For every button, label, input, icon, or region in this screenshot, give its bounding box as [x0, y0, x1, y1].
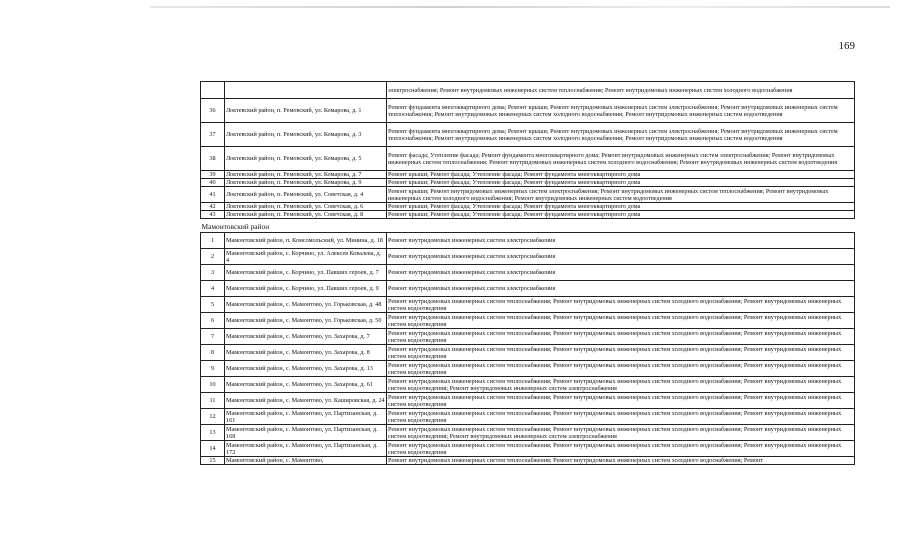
table-row: [201, 361, 855, 377]
table-row: [201, 249, 855, 265]
row-number: 36: [201, 99, 225, 123]
row-work: Ремонт внутридомовых инженерных систем электроснабжения: [387, 249, 855, 265]
row-number: 4: [201, 281, 225, 297]
table-row: [201, 425, 855, 441]
row-work: Ремонт внутридомовых инженерных систем теплоснабжения; Ремонт внутридомовых инженерных систем холодного водоснабжения; Ремонт внутридомовых инженерных систем водоотведения; Ремонт внутридомовых инженерных систем электроснабжения: [387, 425, 855, 441]
row-number: 39: [201, 171, 225, 179]
table-row: [201, 171, 855, 179]
table-row: [201, 393, 855, 409]
row-work: Ремонт внутридомовых инженерных систем теплоснабжения; Ремонт внутридомовых инженерных систем холодного водоснабжения; Ремонт внутридомовых инженерных систем водоотведения: [387, 313, 855, 329]
row-work: Ремонт крыши; Ремонт внутридомовых инженерных систем электроснабжения; Ремонт внутридомовых инженерных систем теплоснабжения; Ремонт внутридомовых инженерных систем холодного водоснабжения; Ремонт внутридомовых инженерных систем водоотведения: [387, 187, 855, 203]
row-work: Ремонт внутридомовых инженерных систем теплоснабжения; Ремонт внутридомовых инженерных систем холодного водоснабжения; Ремонт внутридомовых инженерных систем водоотведения: [387, 297, 855, 313]
row-work: Ремонт фундамента многоквартирного дома; Ремонт крыши; Ремонт внутридомовых инженерных систем электроснабжения; Ремонт внутридомовых инженерных систем теплоснабжения; Ремонт внутридомовых инженерных систем холодного водоснабжения; Ремонт внутридомовых инженерных систем водоотведения: [387, 123, 855, 147]
row-address: Локтевский район, п. Ремовский, ул. Комарова, д. 5: [225, 147, 387, 171]
row-address: Локтевский район, п. Ремовский, ул. Советская, д. 6: [225, 203, 387, 211]
row-address: Мамонтовский район, с. Мамонтово, ул. Захарова, д. 13: [225, 361, 387, 377]
table-row: [201, 345, 855, 361]
row-work: Ремонт внутридомовых инженерных систем теплоснабжения; Ремонт внутридомовых инженерных систем холодного водоснабжения; Ремонт внутридомовых инженерных систем водоотведения: [387, 361, 855, 377]
row-number: 5: [201, 297, 225, 313]
section-header-row: [201, 219, 855, 233]
row-number: 40: [201, 179, 225, 187]
table-row: [201, 123, 855, 147]
row-work: Ремонт внутридомовых инженерных систем теплоснабжения; Ремонт внутридомовых инженерных систем холодного водоснабжения; Ремонт внутридомовых инженерных систем водоотведения; Ремонт внутридомовых инженерных систем электроснабжения: [387, 377, 855, 393]
row-number: 43: [201, 211, 225, 219]
table-row: [201, 203, 855, 211]
table-row: [201, 409, 855, 425]
row-number: 9: [201, 361, 225, 377]
table-row: [201, 147, 855, 171]
page-number: 169: [838, 40, 855, 52]
row-address: Локтевский район, п. Ремовский, ул. Комарова, д. 3: [225, 123, 387, 147]
row-address: Мамонтовский район, с. Мамонтово, ул. Захарова, д. 61: [225, 377, 387, 393]
row-address: Мамонтовский район, с. Мамонтово, ул. Партизанская, д. 161: [225, 409, 387, 425]
row-number: 37: [201, 123, 225, 147]
row-work: Ремонт крыши; Ремонт фасада; Утепление фасада; Ремонт фундамента многоквартирного дома: [387, 211, 855, 219]
row-work: Ремонт крыши; Ремонт фасада; Утепление фасада; Ремонт фундамента многоквартирного дома: [387, 203, 855, 211]
row-number: [201, 82, 225, 99]
table-row: [201, 297, 855, 313]
table-row: [201, 99, 855, 123]
row-number: 6: [201, 313, 225, 329]
row-work: Ремонт внутридомовых инженерных систем электроснабжения: [387, 281, 855, 297]
row-number: 41: [201, 187, 225, 203]
row-work: Ремонт внутридомовых инженерных систем электроснабжения: [387, 233, 855, 249]
row-work: Ремонт внутридомовых инженерных систем теплоснабжения; Ремонт внутридомовых инженерных систем холодного водоснабжения; Ремонт внутридомовых инженерных систем водоотведения: [387, 409, 855, 425]
row-address: Мамонтовский район, п. Комсомольский, ул. Минина, д. 18: [225, 233, 387, 249]
table-body: [201, 82, 855, 465]
row-address: Локтевский район, п. Ремовский, ул. Комарова, д. 1: [225, 99, 387, 123]
row-address: Локтевский район, п. Ремовский, ул. Комарова, д. 9: [225, 179, 387, 187]
row-work: Ремонт внутридомовых инженерных систем теплоснабжения; Ремонт внутридомовых инженерных систем холодного водоснабжения; Ремонт внутридомовых инженерных систем водоотведения: [387, 345, 855, 361]
row-address: Мамонтовский район, с. Мамонтово, ул. Захарова, д. 7: [225, 329, 387, 345]
row-address: Мамонтовский район, с. Мамонтово, ул. Горьковская, д. 50: [225, 313, 387, 329]
table-row-continuation: [201, 82, 855, 99]
table-row: [201, 441, 855, 457]
row-number: 42: [201, 203, 225, 211]
table-row: [201, 329, 855, 345]
scan-artifact-line: [150, 6, 890, 8]
row-number: 13: [201, 425, 225, 441]
row-number: 1: [201, 233, 225, 249]
row-work: Ремонт фасада; Утепление фасада; Ремонт фундамента многоквартирного дома; Ремонт внутридомовых инженерных систем электроснабжения; Ремонт внутридомовых инженерных систем теплоснабжения; Ремонт внутридомовых инженерных систем холодного водоснабжения; Ремонт внутридомовых инженерных систем водоотведения: [387, 147, 855, 171]
row-work: Ремонт внутридомовых инженерных систем теплоснабжения; Ремонт внутридомовых инженерных систем холодного водоснабжения; Ремонт внутридомовых инженерных систем водоотведения: [387, 329, 855, 345]
row-address: Мамонтовский район, с. Мамонтово, ул. Кашировская, д. 24: [225, 393, 387, 409]
row-address: Локтевский район, п. Ремовский, ул. Комарова, д. 7: [225, 171, 387, 179]
row-work: Ремонт крыши; Ремонт фасада; Утепление фасада; Ремонт фундамента многоквартирного дома: [387, 171, 855, 179]
table-row: [201, 233, 855, 249]
table-row: [201, 211, 855, 219]
work-list-table-container: [200, 81, 855, 465]
row-number: 14: [201, 441, 225, 457]
table-row: [201, 265, 855, 281]
row-number: 7: [201, 329, 225, 345]
row-address: [225, 82, 387, 99]
row-number: 15: [201, 457, 225, 465]
row-address: Мамонтовский район, с. Мамонтово, ул. Партизанская, д. 172: [225, 441, 387, 457]
table-row: [201, 281, 855, 297]
row-address: Мамонтовский район, с. Мамонтово, ул. Захарова, д. 8: [225, 345, 387, 361]
row-number: 38: [201, 147, 225, 171]
row-address: Локтевский район, п. Ремовский, ул. Советская, д. 4: [225, 187, 387, 203]
row-number: 8: [201, 345, 225, 361]
row-address: Мамонтовский район, с. Корчино, ул. Алексея Ковалева, д. 4: [225, 249, 387, 265]
table-row: [201, 187, 855, 203]
row-work: Ремонт внутридомовых инженерных систем теплоснабжения; Ремонт внутридомовых инженерных систем холодного водоснабжения; Ремонт: [387, 457, 855, 465]
table-row: [201, 313, 855, 329]
row-work: электроснабжения; Ремонт внутридомовых инженерных систем теплоснабжения; Ремонт внутридомовых инженерных систем холодного водоснабжения: [387, 82, 855, 99]
row-work: Ремонт крыши; Ремонт фасада; Утепление фасада; Ремонт фундамента многоквартирного дома: [387, 179, 855, 187]
row-address: Мамонтовский район, с. Корчино, ул. Павших героев, д. 9: [225, 281, 387, 297]
table-row: [201, 179, 855, 187]
row-number: 10: [201, 377, 225, 393]
row-number: 11: [201, 393, 225, 409]
row-work: Ремонт фундамента многоквартирного дома; Ремонт крыши; Ремонт внутридомовых инженерных систем электроснабжения; Ремонт внутридомовых инженерных систем теплоснабжения; Ремонт внутридомовых инженерных систем холодного водоснабжения; Ремонт внутридомовых инженерных систем водоотведения: [387, 99, 855, 123]
row-address: Мамонтовский район, с. Мамонтово, ул. Горьковская, д. 48: [225, 297, 387, 313]
section-title: Мамонтовский район: [201, 222, 270, 231]
row-number: 3: [201, 265, 225, 281]
row-address: Мамонтовский район, с. Мамонтово, ул. Партизанская, д. 168: [225, 425, 387, 441]
table-row: [201, 377, 855, 393]
row-number: 2: [201, 249, 225, 265]
row-address: Мамонтовский район, с. Мамонтово,: [225, 457, 387, 465]
row-address: Локтевский район, п. Ремовский, ул. Советская, д. 8: [225, 211, 387, 219]
work-list-table: [200, 81, 855, 465]
table-row: [201, 457, 855, 465]
row-address: Мамонтовский район, с. Корчино, ул. Павших героев, д. 7: [225, 265, 387, 281]
row-number: 12: [201, 409, 225, 425]
row-work: Ремонт внутридомовых инженерных систем электроснабжения: [387, 265, 855, 281]
row-work: Ремонт внутридомовых инженерных систем теплоснабжения; Ремонт внутридомовых инженерных систем холодного водоснабжения; Ремонт внутридомовых инженерных систем водоотведения: [387, 441, 855, 457]
row-work: Ремонт внутридомовых инженерных систем теплоснабжения; Ремонт внутридомовых инженерных систем холодного водоснабжения; Ремонт внутридомовых инженерных систем водоотведения: [387, 393, 855, 409]
